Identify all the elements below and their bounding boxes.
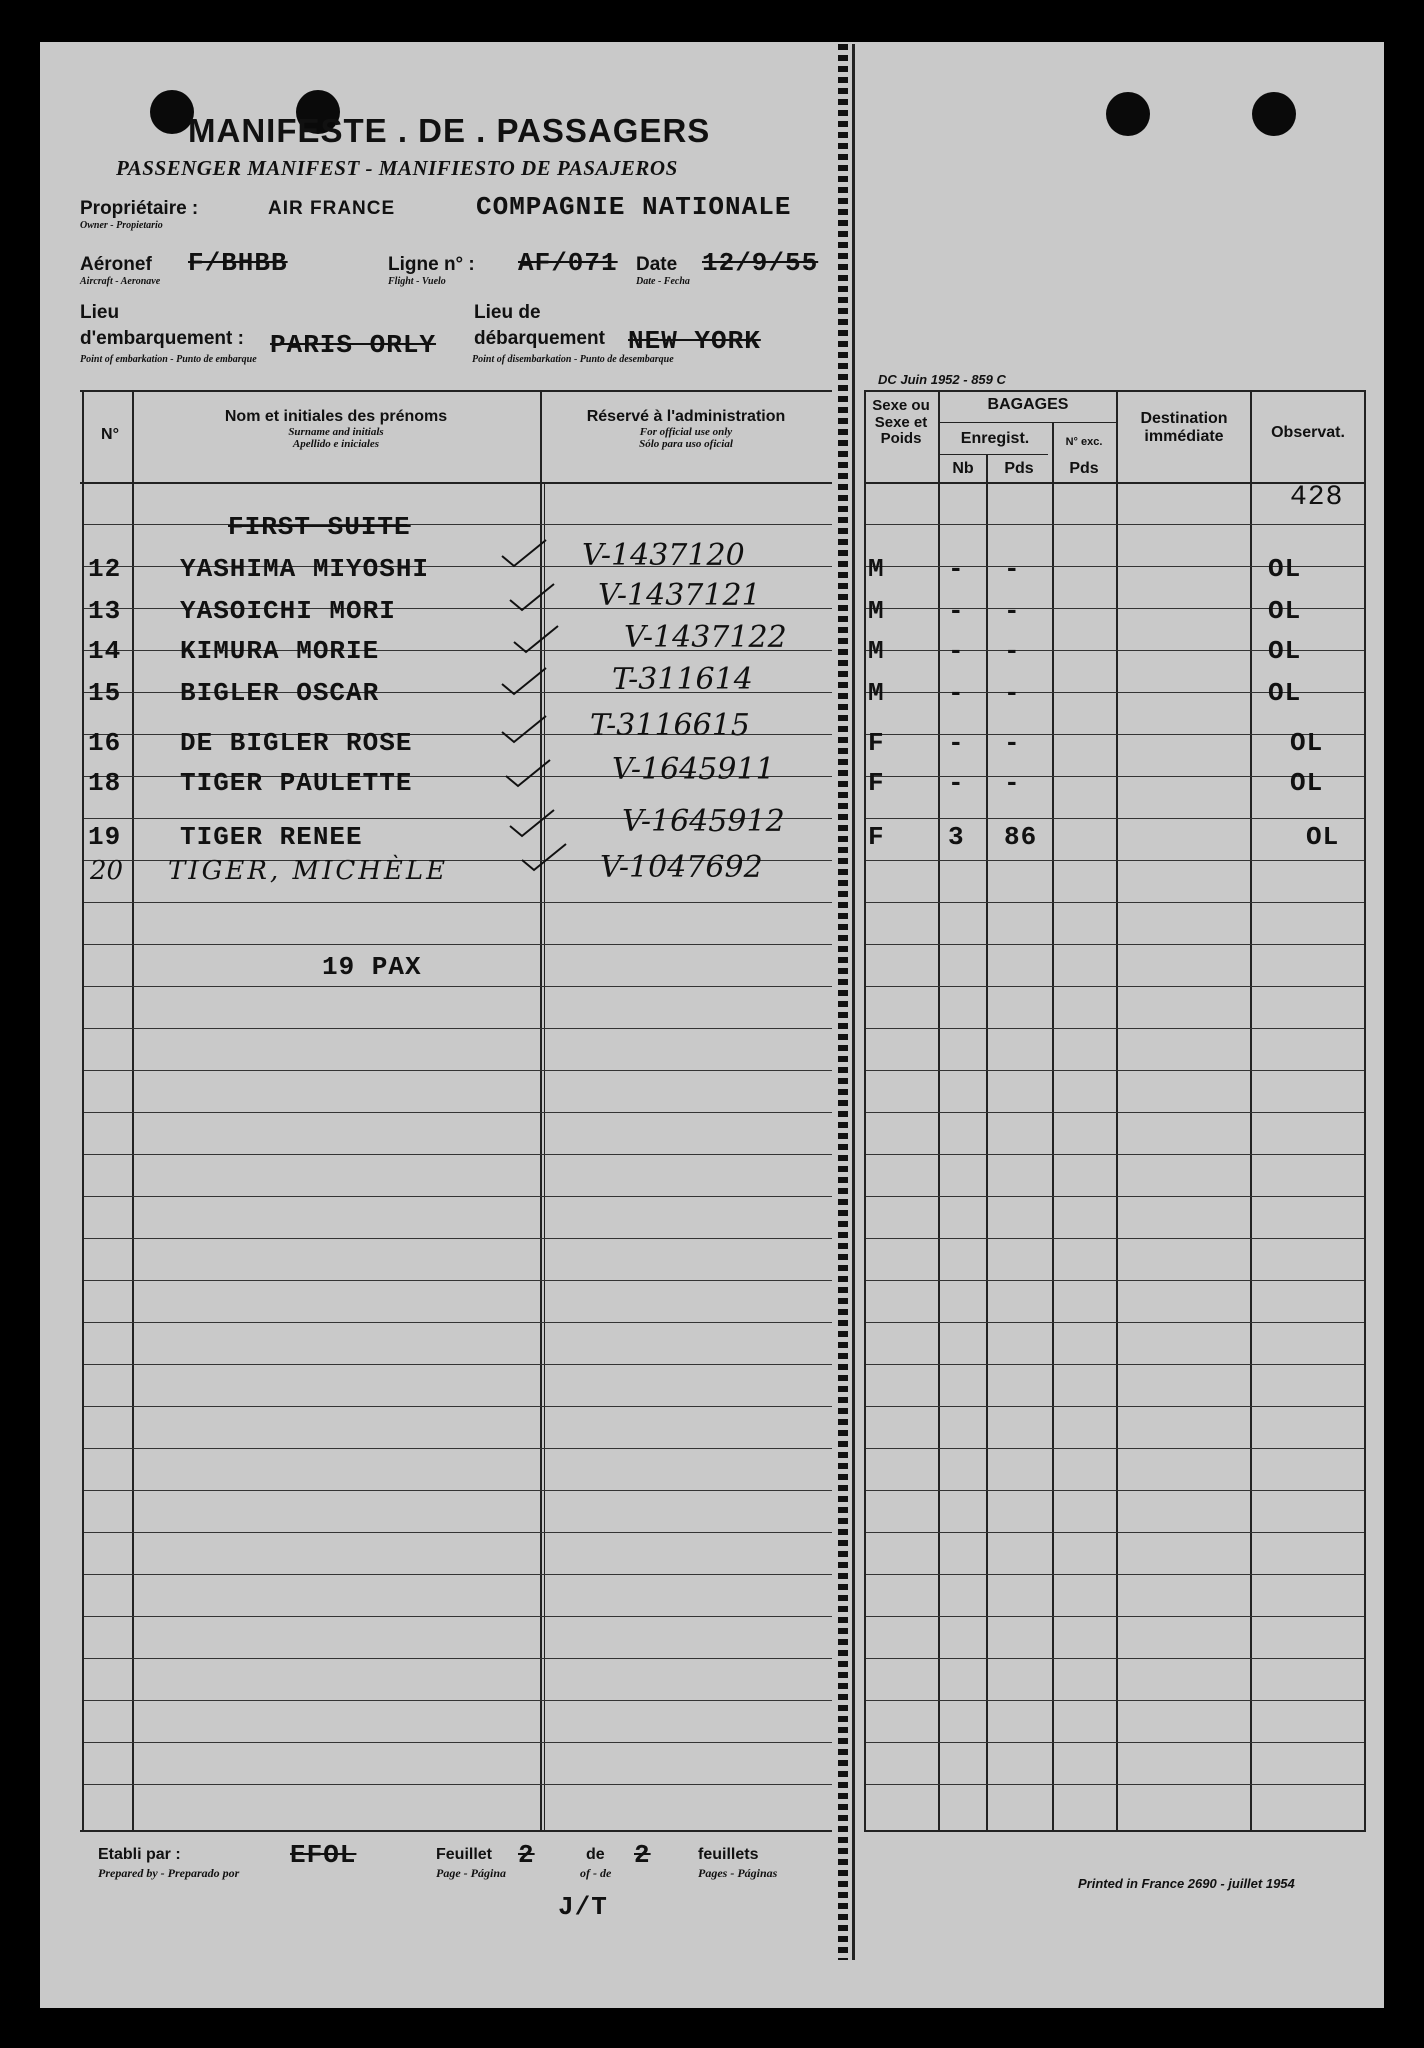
ruled-line (866, 1196, 1364, 1197)
row-no: 13 (88, 596, 122, 626)
ruled-line (84, 944, 832, 945)
perforation-line (838, 44, 848, 1960)
ruled-line (84, 1448, 832, 1449)
col-border (1052, 422, 1054, 1832)
ruled-line (866, 1658, 1364, 1659)
sheets-label: feuillets (698, 1846, 759, 1863)
ruled-line (866, 1700, 1364, 1701)
ruled-line (866, 1574, 1364, 1575)
ruled-line (866, 818, 1364, 819)
row-sex: F (868, 768, 885, 798)
date-value: 12/9/55 (702, 248, 819, 278)
disembark-label-1: Lieu de (474, 302, 541, 323)
form-code: DC Juin 1952 - 859 C (878, 372, 1006, 387)
ruled-line (84, 1070, 832, 1071)
row-no: 15 (88, 678, 122, 708)
ruled-line (866, 1322, 1364, 1323)
embark-label-sub: Point of embarkation - Punto de embarque (80, 354, 257, 365)
check-mark-icon (520, 842, 568, 872)
col-header-name-label: Nom et initiales des prénoms (224, 408, 448, 425)
row-obs: OL (1290, 768, 1324, 798)
row-no: 12 (88, 554, 122, 584)
col-header-pds: Pds (1004, 460, 1034, 477)
row-pds: - (1004, 636, 1021, 666)
manifest-subtitle: PASSENGER MANIFEST - MANIFIESTO DE PASAJEROS (116, 156, 678, 180)
owner-typed: COMPAGNIE NATIONALE (476, 192, 792, 222)
check-mark-icon (500, 538, 548, 568)
embark-value: PARIS ORLY (270, 330, 437, 360)
ruled-line (84, 1532, 832, 1533)
row-nb: - (948, 596, 965, 626)
flight-label: Ligne n° : (388, 254, 475, 275)
ruled-line (866, 1238, 1364, 1239)
table-top-left (80, 390, 832, 392)
row-admin: V-1437122 (624, 620, 787, 655)
row-obs: OL (1268, 636, 1302, 666)
embark-label-1: Lieu (80, 302, 120, 323)
ruled-line (84, 1658, 832, 1659)
row-nb: - (948, 678, 965, 708)
ruled-line (866, 1280, 1364, 1281)
col-border (986, 454, 988, 1832)
row-obs: OL (1290, 728, 1324, 758)
operator-initials: J/T (558, 1892, 608, 1922)
section-label: FIRST SUITE (228, 512, 411, 542)
row-name: TIGER RENEE (180, 822, 363, 852)
col-header-nb: Nb (952, 460, 974, 477)
row-pds: - (1004, 768, 1021, 798)
ruled-line (866, 1616, 1364, 1617)
ruled-line (84, 902, 832, 903)
total-pax: 19 PAX (322, 952, 422, 982)
ruled-line (84, 1280, 832, 1281)
ruled-line (84, 1784, 832, 1785)
row-admin: V-1437120 (582, 538, 745, 573)
col-header-no: N° (101, 426, 119, 443)
table-bottom-left (80, 1830, 832, 1832)
row-name: BIGLER OSCAR (180, 678, 380, 708)
flight-label-sub: Flight - Vuelo (388, 276, 446, 287)
check-mark-icon (508, 808, 556, 838)
aircraft-label: Aéronef (80, 254, 152, 275)
row-admin: T-3116615 (590, 708, 750, 743)
row-name: TIGER PAULETTE (180, 768, 413, 798)
row-name: TIGER, MICHÈLE (168, 856, 449, 886)
row-nb: - (948, 768, 965, 798)
col-header-name-sub2: Apellido e iniciales (292, 437, 380, 450)
col-header-admin (546, 408, 826, 450)
row-sex: M (868, 554, 885, 584)
ruled-line (866, 986, 1364, 987)
row-no: 20 (90, 856, 124, 886)
row-nb: 3 (948, 822, 965, 852)
col-border (1364, 390, 1366, 1832)
ruled-line (866, 1070, 1364, 1071)
ruled-line (866, 1448, 1364, 1449)
ruled-line (866, 524, 1364, 525)
owner-label-sub: Owner - Propietario (80, 220, 163, 231)
col-header-admin-label: Réservé à l'administration (586, 408, 786, 425)
col-header-pds2: Pds (1069, 460, 1099, 477)
ruled-line (84, 1196, 832, 1197)
prepared-value: EFOL (290, 1840, 357, 1870)
ruled-line (84, 1154, 832, 1155)
disembark-value: NEW YORK (628, 326, 761, 356)
page-number: 428 (1290, 482, 1344, 513)
ruled-line (866, 1532, 1364, 1533)
prepared-sub: Prepared by - Preparado por (98, 1866, 240, 1880)
punch-hole (1106, 92, 1150, 136)
row-no: 19 (88, 822, 122, 852)
owner-label: Propriétaire : (80, 198, 199, 219)
sheet-sub: Page - Página (436, 1866, 506, 1880)
ruled-line (866, 1490, 1364, 1491)
of-label: de (586, 1846, 605, 1863)
check-mark-icon (500, 714, 548, 744)
row-sex: F (868, 822, 885, 852)
row-admin: V-1437121 (598, 578, 761, 613)
manifest-title: MANIFESTE . DE . PASSAGERS (188, 112, 711, 149)
punch-hole (1252, 92, 1296, 136)
row-pds: - (1004, 728, 1021, 758)
ruled-line (866, 944, 1364, 945)
row-admin: V-1645912 (622, 804, 785, 839)
ruled-line (84, 1406, 832, 1407)
date-label-sub: Date - Fecha (636, 276, 690, 287)
ruled-line (84, 1322, 832, 1323)
aircraft-label-sub: Aircraft - Aeronave (80, 276, 161, 287)
row-nb: - (948, 636, 965, 666)
row-admin: V-1047692 (600, 850, 763, 885)
row-name: KIMURA MORIE (180, 636, 380, 666)
col-header-no-excess: N° exc. (1065, 436, 1103, 448)
row-nb: - (948, 728, 965, 758)
sheets-sub: Pages - Páginas (698, 1866, 778, 1880)
row-pds: - (1004, 596, 1021, 626)
ruled-line (866, 1364, 1364, 1365)
check-mark-icon (504, 758, 552, 788)
ruled-line (84, 1490, 832, 1491)
perforation-edge (852, 44, 855, 1960)
row-name: YASHIMA MIYOSHI (180, 554, 430, 584)
ruled-line (84, 1238, 832, 1239)
ruled-line (84, 1616, 832, 1617)
row-pds: 86 (1004, 822, 1038, 852)
check-mark-icon (508, 582, 556, 612)
embark-label-2: d'embarquement : (80, 328, 244, 349)
row-admin: V-1645911 (612, 752, 775, 787)
ruled-line (866, 1406, 1364, 1407)
ruled-line (866, 1742, 1364, 1743)
registered-sub-line (938, 454, 1048, 455)
ruled-line (84, 986, 832, 987)
row-no: 14 (88, 636, 122, 666)
col-header-destination: Destination immédiate (1140, 410, 1228, 445)
check-mark-icon (512, 624, 560, 654)
col-header-name-sub1: Surname and initials (288, 425, 384, 438)
date-label: Date (636, 254, 678, 275)
sheet-value: 2 (518, 1840, 535, 1870)
ruled-line (84, 1364, 832, 1365)
col-header-observ: Observat. (1271, 424, 1345, 441)
row-sex: F (868, 728, 885, 758)
prepared-label: Etabli par : (98, 1846, 181, 1863)
ruled-line (866, 1784, 1364, 1785)
ruled-line (866, 902, 1364, 903)
row-sex: M (868, 596, 885, 626)
ruled-line (866, 1028, 1364, 1029)
row-pds: - (1004, 678, 1021, 708)
row-pds: - (1004, 554, 1021, 584)
row-name: DE BIGLER ROSE (180, 728, 413, 758)
sheet-label: Feuillet (436, 1846, 493, 1863)
baggage-sub-line (938, 422, 1116, 423)
col-header-admin-sub2: Sólo para uso oficial (639, 437, 733, 450)
row-admin: T-311614 (612, 662, 753, 697)
aircraft-value: F/BHBB (188, 248, 288, 278)
ruled-line (84, 1700, 832, 1701)
row-no: 18 (88, 768, 122, 798)
printed-info: Printed in France 2690 - juillet 1954 (1078, 1876, 1295, 1891)
check-mark-icon (500, 666, 548, 696)
flight-value: AF/071 (518, 248, 618, 278)
ruled-line (84, 1112, 832, 1113)
ruled-line (84, 1742, 832, 1743)
col-header-sex: Sexe ou Sexe et Poids (872, 397, 930, 447)
row-obs: OL (1268, 596, 1302, 626)
row-obs: OL (1268, 554, 1302, 584)
ruled-line (84, 1028, 832, 1029)
row-sex: M (868, 678, 885, 708)
ruled-line (84, 1574, 832, 1575)
of-sub: of - de (580, 1866, 612, 1880)
col-header-baggage: BAGAGES (987, 396, 1069, 413)
row-obs: OL (1268, 678, 1302, 708)
owner-printed: AIR FRANCE (268, 198, 396, 219)
table-header-bottom-left (80, 482, 832, 484)
row-name: YASOICHI MORI (180, 596, 396, 626)
col-header-registered: Enregist. (960, 430, 1030, 447)
disembark-label-sub: Point of disembarkation - Punto de desembarque (472, 354, 674, 365)
row-obs: OL (1306, 822, 1340, 852)
ruled-line (84, 524, 832, 525)
col-header-name (136, 408, 536, 450)
row-nb: - (948, 554, 965, 584)
disembark-label-2: débarquement (474, 328, 605, 349)
row-no: 16 (88, 728, 122, 758)
col-header-admin-sub1: For official use only (639, 425, 733, 438)
ruled-line (866, 1112, 1364, 1113)
row-sex: M (868, 636, 885, 666)
of-value: 2 (634, 1840, 651, 1870)
ruled-line (866, 1154, 1364, 1155)
ruled-line (866, 860, 1364, 861)
